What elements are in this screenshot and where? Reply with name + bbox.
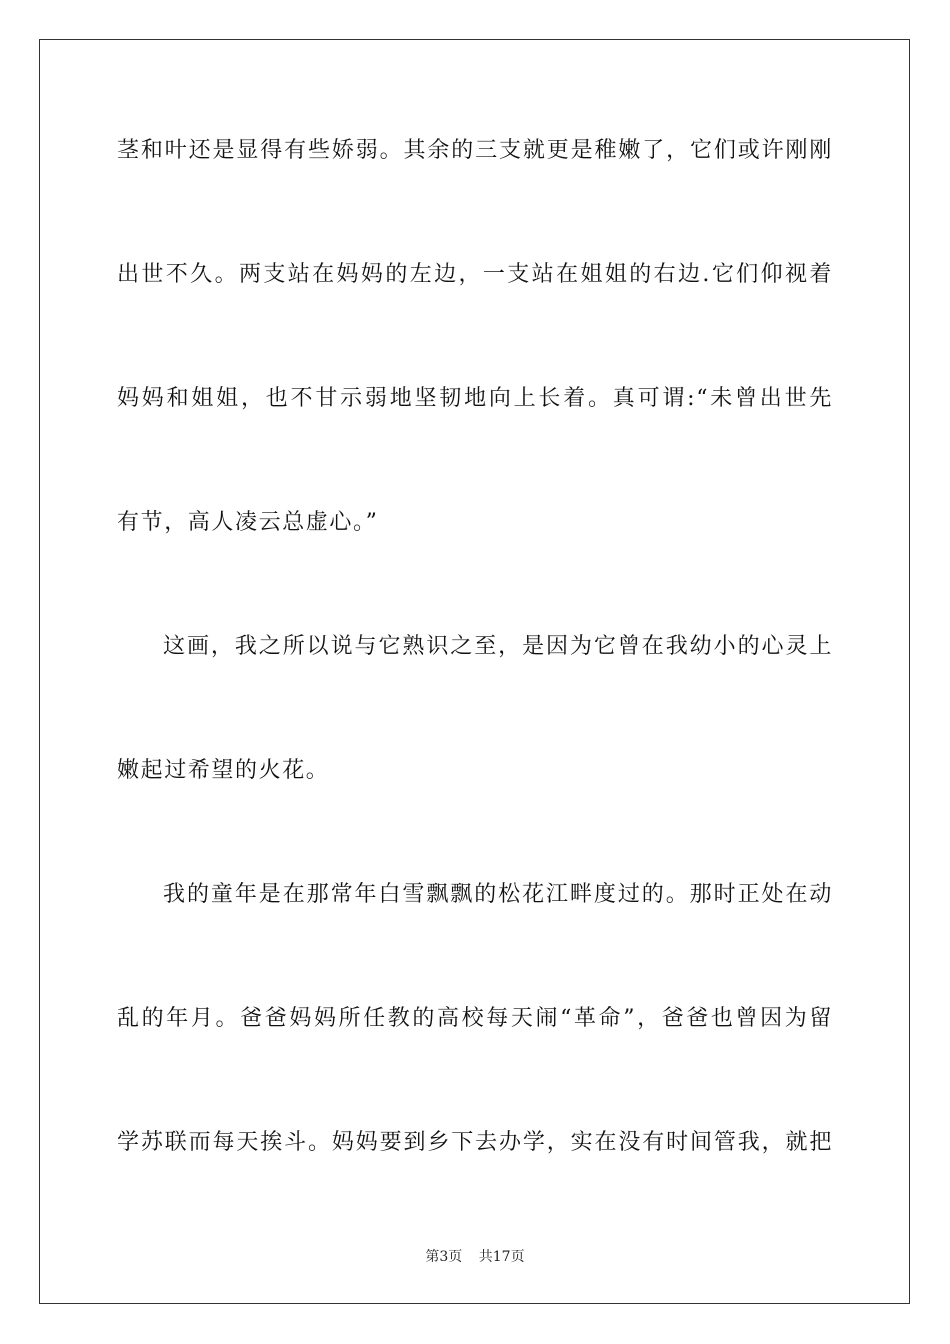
text-line-7: 我的童年是在那常年白雪飘飘的松花江畔度过的。那时正处在动 bbox=[163, 882, 833, 907]
page-border bbox=[39, 39, 910, 1304]
text-line-6: 嫩起过希望的火花。 bbox=[117, 758, 330, 783]
text-line-2: 出世不久。两支站在妈妈的左边，一支站在姐姐的右边.它们仰视着 bbox=[117, 262, 833, 287]
text-line-8: 乱的年月。爸爸妈妈所任教的高校每天闹“革命”，爸爸也曾因为留 bbox=[117, 1006, 833, 1031]
total-pages: 共17页 bbox=[478, 1249, 525, 1265]
page-number: 第3页 bbox=[425, 1249, 463, 1265]
text-line-9: 学苏联而每天挨斗。妈妈要到乡下去办学，实在没有时间管我，就把 bbox=[117, 1130, 833, 1155]
text-line-3: 妈妈和姐姐，也不甘示弱地坚韧地向上长着。真可谓:“未曾出世先 bbox=[117, 386, 833, 411]
text-line-1: 茎和叶还是显得有些娇弱。其余的三支就更是稚嫩了，它们或许刚刚 bbox=[117, 138, 833, 163]
text-line-5: 这画，我之所以说与它熟识之至，是因为它曾在我幼小的心灵上 bbox=[163, 634, 833, 659]
text-line-4: 有节，高人凌云总虚心。” bbox=[117, 510, 379, 535]
page-footer bbox=[0, 1247, 950, 1267]
